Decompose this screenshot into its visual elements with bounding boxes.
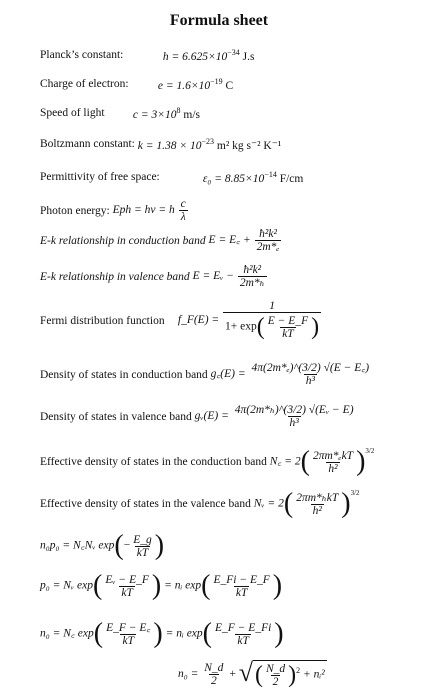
permittivity-value: $\varepsilon_0 = 8.85\times 10^{-14}$ F/cm bbox=[202, 170, 304, 185]
n0-row bbox=[40, 620, 430, 648]
n0-donor-equation: n₀ = $\frac{N\_d}{2}$ + √ ( $\frac{N\_d}{2}$ )$^2$ + nᵢ² bbox=[178, 658, 325, 688]
planck-row bbox=[40, 46, 430, 64]
charge-label: Charge of electron: bbox=[40, 77, 129, 90]
fermi-row bbox=[40, 300, 430, 341]
dos-conduction-row bbox=[40, 362, 430, 387]
light-value: $c = 3\times 10^8$ m/s bbox=[132, 106, 200, 121]
photon-label: Photon energy: bbox=[40, 204, 110, 217]
ek-conduction-fraction: $\frac{\text{ħ²k²}}{\text{2m*ₑ}}$ bbox=[256, 228, 280, 253]
ek-conduction-label: E-k relationship in conduction band bbox=[40, 234, 206, 247]
ek-valence-equation: E = Eᵥ − $\frac{\text{ħ²k²}}{\text{2m*ₕ}}$ bbox=[192, 264, 265, 289]
page-title: Formula sheet bbox=[169, 12, 269, 29]
eff-conduction-row bbox=[40, 448, 430, 476]
light-row bbox=[40, 104, 430, 122]
n0-donor-row bbox=[178, 660, 430, 689]
eff-valence-equation: Nᵥ = 2( $\frac{\text{2πm*ₕkT}}{\text{h²}}$ )$^{3/2}$ bbox=[253, 488, 360, 519]
fermi-equation: f_F(E) = 1 1+ exp( $\frac{E - E\_F}{kT}$ ) bbox=[177, 300, 320, 340]
planck-value: $h = 6.625\times 10^{-34}$ J.s bbox=[162, 48, 255, 63]
dos-conduction-fraction: $\frac{\text{4π(2m*ₑ)\textasciicircum{}(3/2) √(E − E꜀)}}{\text{h³}}$ bbox=[251, 362, 370, 387]
charge-row bbox=[40, 75, 430, 93]
eff-conduction-equation: N꜀ = 2( $\frac{\text{2πm*ₑkT}}{\text{h²}}$ )$^{3/2}$ bbox=[269, 446, 375, 477]
square-root: √ ( $\frac{N\_d}{2}$ )$^2$ + nᵢ² bbox=[238, 658, 325, 688]
dos-conduction-label: Density of states in conduction band bbox=[40, 368, 208, 381]
ek-valence-row bbox=[40, 264, 430, 289]
photon-equation: Eph = hν = h $\frac{c}{\lambda}$ bbox=[112, 198, 186, 223]
ek-conduction-row bbox=[40, 228, 430, 253]
boltzmann-row bbox=[40, 135, 430, 153]
boltzmann-label: Boltzmann constant: bbox=[40, 137, 135, 150]
eff-conduction-label: Effective density of states in the conduction band bbox=[40, 456, 267, 468]
eff-valence-row bbox=[40, 490, 430, 518]
ek-conduction-equation: E = E꜀ + $\frac{\text{ħ²k²}}{\text{2m*ₑ}}$ bbox=[208, 228, 280, 253]
dos-valence-equation: gᵥ(E) = $\frac{\text{4π(2m*ₕ)\textasciicircum{}(3/2) √(Eᵥ − E)}}{\text{h³}}$ bbox=[194, 404, 354, 429]
dos-conduction-equation: g꜀(E) = $\frac{\text{4π(2m*ₑ)\textasciicircum{}(3/2) √(E − E꜀)}}{\text{h³}}$ bbox=[210, 362, 370, 387]
p0-equation: p₀ = Nᵥ exp( $\frac{\text{Eᵥ − E\_F}}{kT}$ ) = nᵢ exp( $\frac{E\_Fi - E\_F}{kT}$ ) bbox=[40, 570, 283, 601]
np-equation: n₀p₀ = N꜀Nᵥ exp(− $\frac{E\_g}{kT}$ ) bbox=[40, 530, 165, 561]
boltzmann-value: $k = 1.38 \times 10^{-23}$ m² kg s⁻² K⁻¹ bbox=[137, 137, 282, 152]
dos-valence-label: Density of states in valence band bbox=[40, 410, 192, 423]
n0-equation: n₀ = N꜀ exp( $\frac{E\_F - E꜀}{kT}$ ) = nᵢ exp( $\frac{E\_F - E\_Fi}{kT}$ ) bbox=[40, 618, 284, 649]
ek-valence-fraction: $\frac{\text{ħ²k²}}{\text{2m*ₕ}}$ bbox=[239, 264, 265, 289]
permittivity-row bbox=[40, 168, 430, 186]
charge-value: $e = 1.6\times 10^{-19}$ C bbox=[157, 77, 234, 92]
photon-fraction: $\frac{c}{\lambda}$ bbox=[180, 198, 186, 223]
dos-valence-fraction: $\frac{\text{4π(2m*ₕ)\textasciicircum{}(3/2) √(Eᵥ − E)}}{\text{h³}}$ bbox=[234, 404, 354, 429]
fermi-fraction: 1 1+ exp( $\frac{E - E\_F}{kT}$ ) bbox=[225, 300, 320, 340]
dos-valence-row bbox=[40, 404, 430, 429]
ek-valence-label: E-k relationship in valence band bbox=[40, 270, 190, 283]
permittivity-label: Permittivity of free space: bbox=[40, 170, 160, 183]
light-label: Speed of light bbox=[40, 106, 105, 119]
planck-label: Planck’s constant: bbox=[40, 48, 124, 61]
np-row bbox=[40, 532, 430, 560]
p0-row bbox=[40, 572, 430, 600]
photon-row bbox=[40, 198, 430, 223]
fermi-label: Fermi distribution function bbox=[40, 314, 165, 327]
eff-valence-label: Effective density of states in the valence band bbox=[40, 498, 251, 510]
